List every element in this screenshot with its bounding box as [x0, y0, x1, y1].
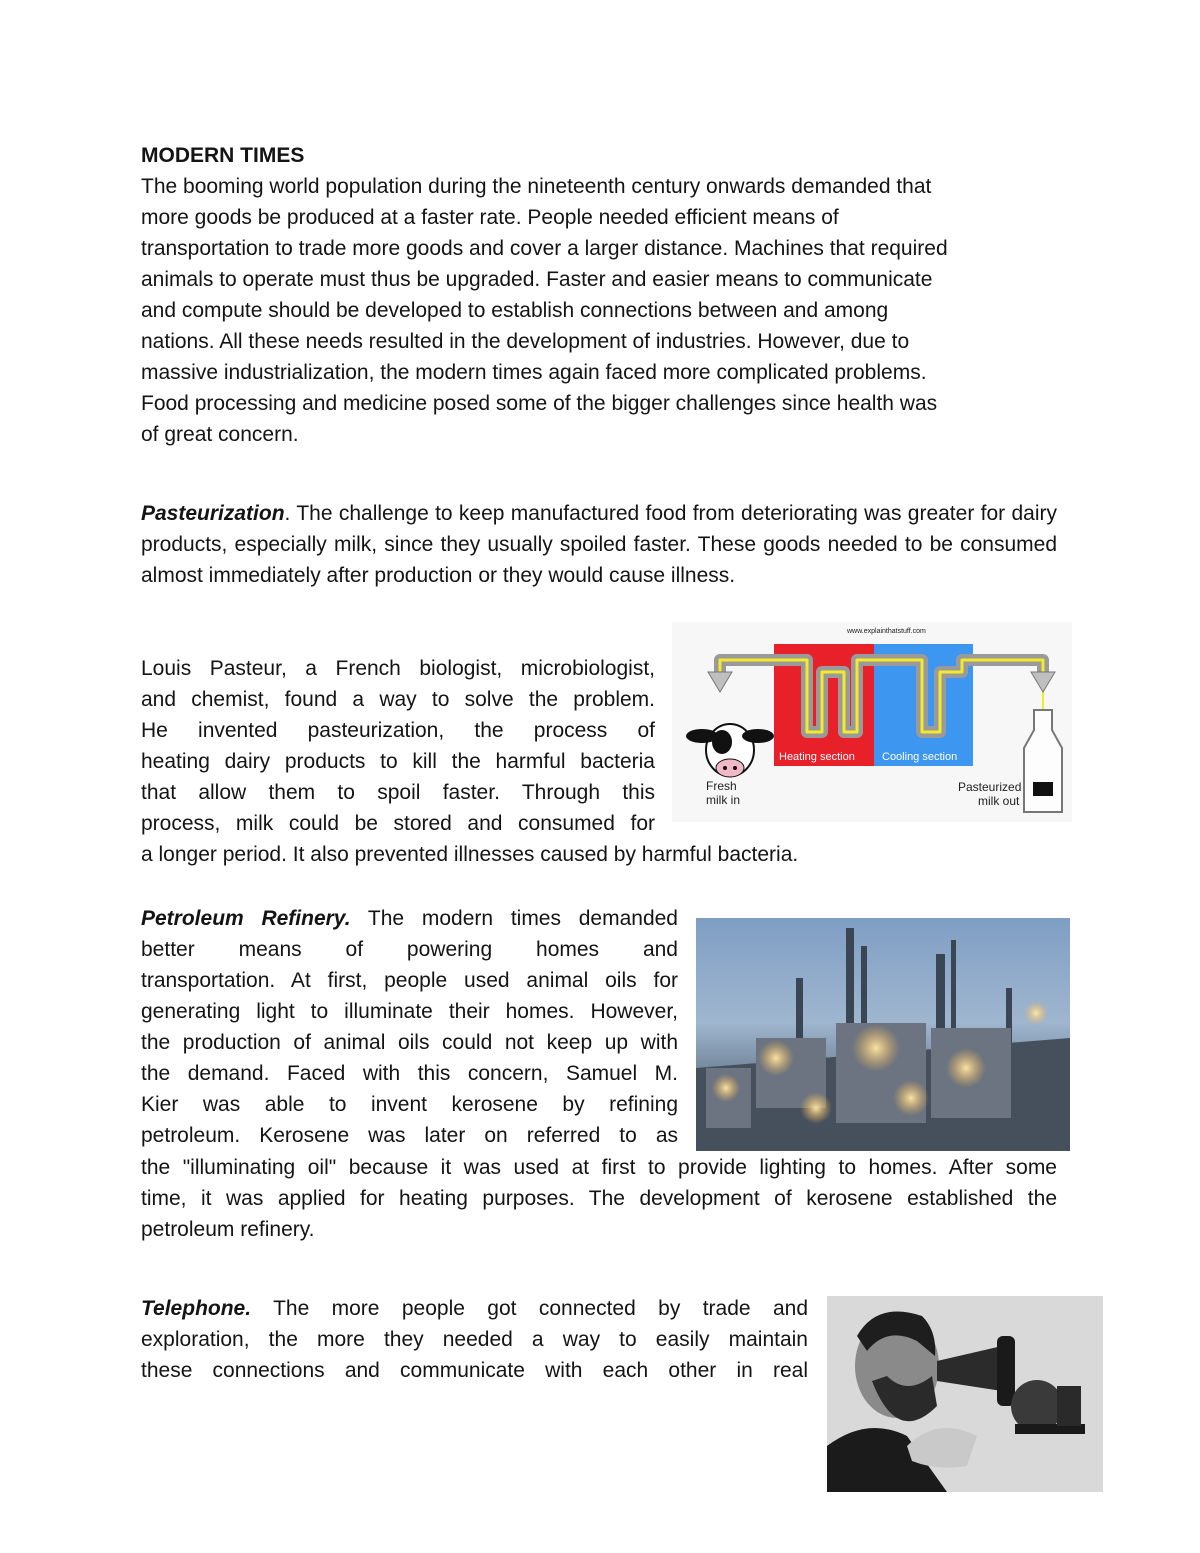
pasteur-last-line: a longer period. It also prevented illnesses caused by harmful bacteria. — [141, 843, 799, 866]
telephone-photo — [827, 1296, 1103, 1492]
pasteurization-paragraph — [141, 498, 1057, 591]
pasteur-line: He invented pasteurization, the process of — [141, 719, 655, 742]
petroleum-line: the demand. Faced with this concern, Samuel M. — [141, 1062, 678, 1085]
petroleum-line — [141, 903, 678, 934]
pasteur-line: process, milk could be stored and consumed for — [141, 812, 655, 835]
telephone-paragraph — [141, 1293, 808, 1386]
intro-line: Food processing and medicine posed some of the bigger challenges since health was — [141, 392, 938, 415]
telephone-line-text: The more people got connected by trade and — [251, 1297, 808, 1320]
intro-line: and compute should be developed to establish connections between and among — [141, 299, 889, 322]
refinery-photo — [696, 918, 1070, 1151]
telephone-photo-svg — [827, 1296, 1103, 1492]
intro-paragraph — [141, 171, 1071, 450]
intro-line: massive industrialization, the modern times again faced more complicated problems. — [141, 361, 927, 384]
petroleum-line: transportation. At first, people used animal oils for — [141, 969, 678, 992]
petroleum-line: generating light to illuminate their homes. However, — [141, 1000, 678, 1023]
refinery-photo-svg — [696, 918, 1070, 1151]
intro-line: nations. All these needs resulted in the development of industries. However, due to — [141, 330, 910, 353]
pasteurized-milk-label-line2: milk out — [978, 794, 1020, 808]
petroleum-line: Kier was able to invent kerosene by refining — [141, 1093, 678, 1116]
intro-line: animals to operate must thus be upgraded. Faster and easier means to communicate — [141, 268, 933, 291]
pasteurized-milk-label-line1: Pasteurized — [958, 780, 1022, 794]
petroleum-line: time, it was applied for heating purposes. The development of kerosene established the — [141, 1187, 1057, 1210]
intro-line: transportation to trade more goods and cover a larger distance. Machines that required — [141, 237, 948, 260]
pasteurization-diagram — [672, 622, 1072, 822]
petroleum-line: petroleum refinery. — [141, 1218, 315, 1241]
diagram-site-label: www.explainthatstuff.com — [847, 628, 926, 635]
pasteur-line: Louis Pasteur, a French biologist, microbiologist, — [141, 657, 655, 680]
pasteur-paragraph — [141, 653, 655, 839]
pasteur-line: heating dairy products to kill the harmful bacteria — [141, 750, 655, 773]
pasteurization-term: Pasteurization — [141, 502, 285, 525]
petroleum-line-text: The modern times demanded — [350, 907, 678, 930]
petroleum-continuation — [141, 1152, 1057, 1245]
telephone-line — [141, 1293, 808, 1324]
fresh-milk-label-line1: Fresh — [706, 779, 737, 793]
petroleum-term: Petroleum Refinery. — [141, 907, 351, 930]
cooling-section-label: Cooling section — [882, 751, 958, 763]
petroleum-line: the production of animal oils could not keep up with — [141, 1031, 678, 1054]
petroleum-line: better means of powering homes and — [141, 938, 678, 961]
intro-line: of great concern. — [141, 423, 299, 446]
telephone-term: Telephone. — [141, 1297, 252, 1320]
petroleum-line: the "illuminating oil" because it was used at first to provide lighting to homes. After some — [141, 1156, 1057, 1179]
pasteurization-text: . The challenge to keep manufactured food from deteriorating was greater for dairy products, especially milk, since they usually spoiled faster. These goods needed to be consumed almost immediately after production or they would cause illness. — [141, 502, 1057, 587]
petroleum-paragraph — [141, 903, 678, 1151]
pasteur-line: and chemist, found a way to solve the problem. — [141, 688, 655, 711]
telephone-line: these connections and communicate with each other in real — [141, 1359, 808, 1382]
telephone-line: exploration, the more they needed a way to easily maintain — [141, 1328, 808, 1351]
pasteurization-diagram-svg — [672, 622, 1072, 822]
pasteur-line: that allow them to spoil faster. Through this — [141, 781, 655, 804]
section-heading: MODERN TIMES — [141, 144, 305, 167]
intro-line: more goods be produced at a faster rate. People needed efficient means of — [141, 206, 839, 229]
heating-section-label: Heating section — [779, 751, 855, 763]
intro-line: The booming world population during the nineteenth century onwards demanded that — [141, 175, 932, 198]
petroleum-line: petroleum. Kerosene was later on referred to as — [141, 1124, 678, 1147]
fresh-milk-label-line2: milk in — [706, 793, 741, 807]
